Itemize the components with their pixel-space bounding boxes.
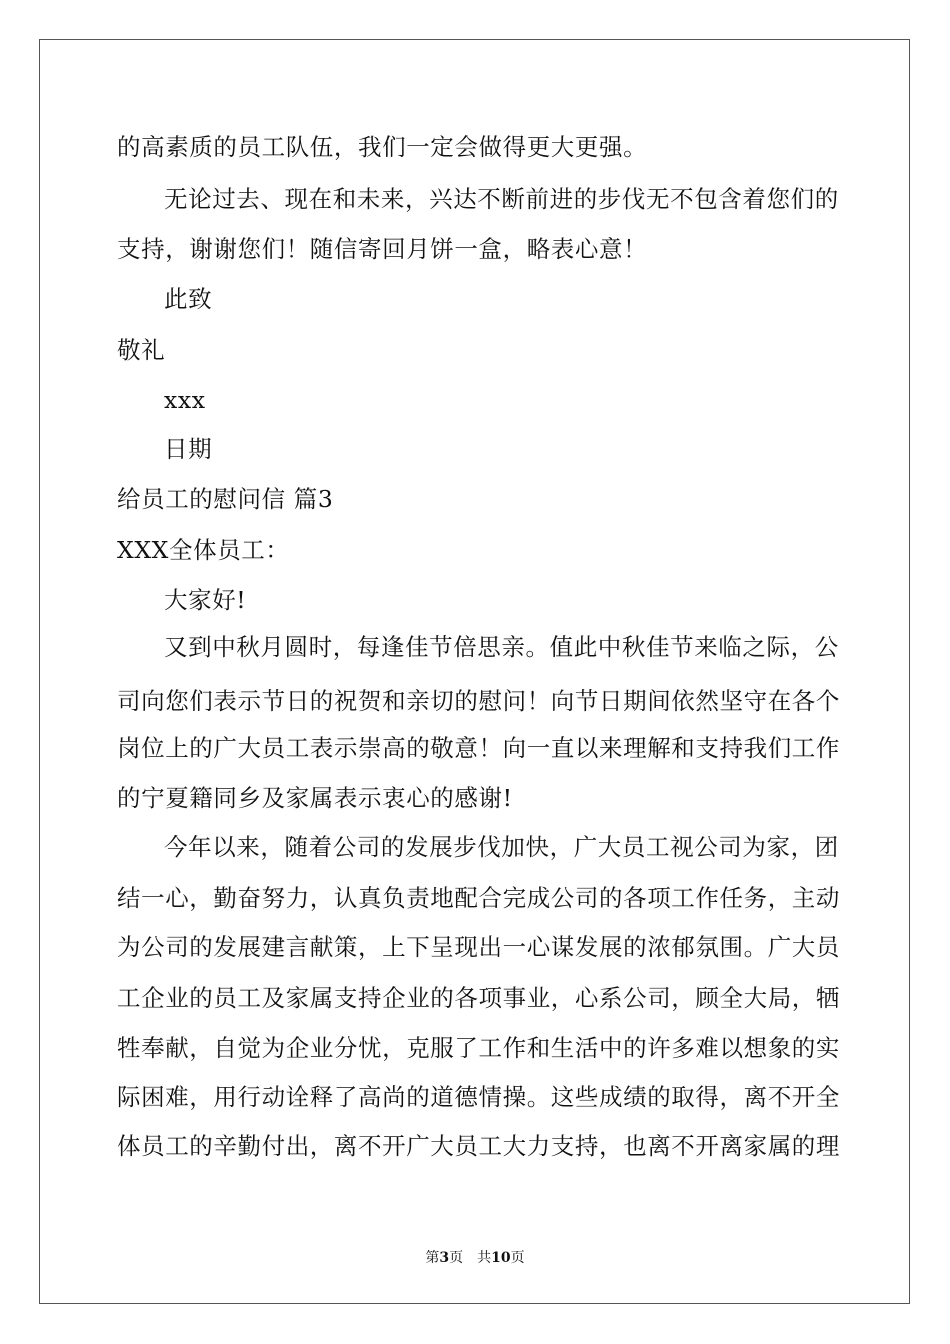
total-suffix: 页 (510, 1250, 525, 1266)
page-border (39, 39, 910, 1304)
text-line: 无论过去、现在和未来，兴达不断前进的步伐无不包含着您们的 (164, 185, 839, 213)
text-line: 为公司的发展建言献策，上下呈现出一心谋发展的浓郁氛围。广大员 (117, 933, 840, 961)
text-line: 的宁夏籍同乡及家属表示衷心的感谢! (117, 784, 513, 812)
text-line: 今年以来，随着公司的发展步伐加快，广大员工视公司为家，团 (164, 833, 839, 861)
section-title: 给员工的慰问信 篇3 (117, 485, 334, 513)
text-line: 牲奉献，自觉为企业分忧，克服了工作和生活中的许多难以想象的实 (117, 1034, 840, 1062)
text-line: 体员工的辛勤付出，离不开广大员工大力支持，也离不开离家属的理 (117, 1132, 840, 1160)
page-number: 3 (439, 1250, 450, 1266)
text-line: 际困难，用行动诠释了高尚的道德情操。这些成绩的取得，离不开全 (117, 1083, 840, 1111)
greeting: 大家好! (164, 586, 247, 614)
signature: xxx (164, 386, 206, 414)
text-line: 支持，谢谢您们！随信寄回月饼一盒，略表心意！ (117, 235, 648, 263)
text-line: 的高素质的员工队伍，我们一定会做得更大更强。 (117, 133, 648, 161)
text-line: 工企业的员工及家属支持企业的各项事业，心系公司，顾全大局，牺 (117, 984, 840, 1012)
text-line: 结一心，勤奋努力，认真负责地配合完成公司的各项工作任务，主动 (117, 884, 840, 912)
text-line: 又到中秋月圆时，每逢佳节倍思亲。值此中秋佳节来临之际，公 (164, 633, 839, 661)
page-prefix: 第 (425, 1250, 440, 1266)
closing-phrase: 此致 (164, 285, 213, 313)
total-prefix: 共 (477, 1250, 492, 1266)
page-suffix: 页 (449, 1250, 464, 1266)
text-line: 岗位上的广大员工表示崇高的敬意！向一直以来理解和支持我们工作 (117, 734, 840, 762)
page-footer (0, 1249, 950, 1267)
text-line: 司向您们表示节日的祝贺和亲切的慰问！向节日期间依然坚守在各个 (117, 687, 840, 715)
addressee: XXX全体员工： (117, 536, 290, 564)
total-pages: 10 (491, 1250, 511, 1266)
date-line: 日期 (164, 435, 213, 463)
closing-salutation: 敬礼 (117, 336, 166, 364)
